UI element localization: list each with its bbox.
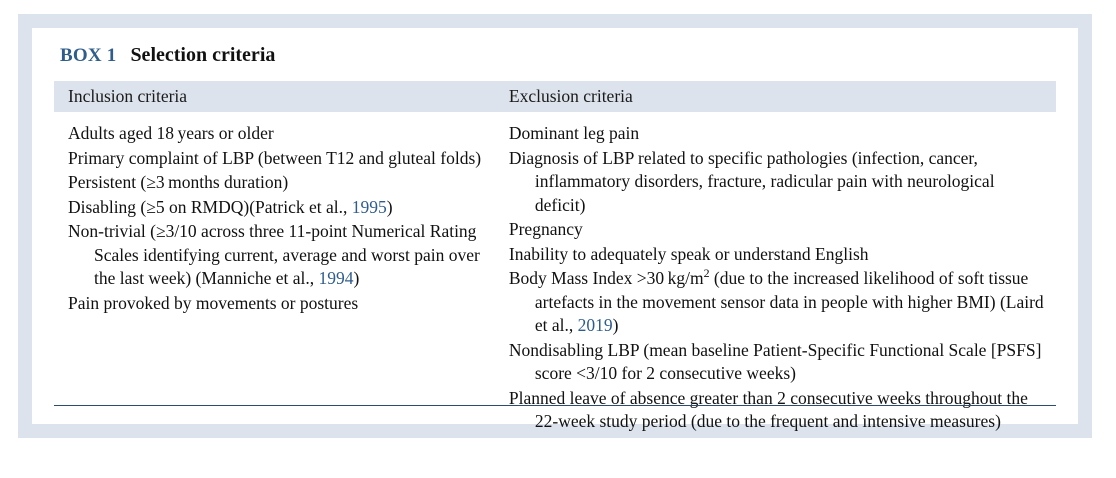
inclusion-column (54, 122, 495, 435)
list-item: Diagnosis of LBP related to specific pathologies (infection, cancer, inflammatory disorders, fracture, radicular pain with neurological deficit) (508, 147, 995, 215)
criteria-header-row (54, 81, 1056, 112)
box-label: BOX 1 (60, 45, 117, 66)
criteria-body (54, 122, 1056, 435)
citation-year: 1995 (351, 196, 387, 217)
citation-year: 1994 (318, 268, 354, 289)
column-header-inclusion: Inclusion criteria (68, 86, 188, 106)
box-heading (54, 44, 1056, 67)
bottom-rule (54, 405, 1056, 406)
exclusion-column (495, 122, 1056, 435)
column-header-exclusion: Exclusion criteria (508, 86, 633, 106)
list-item: Non-trivial (≥3/10 across three 11-point Numerical Rating Scales identifying current, average and worst pain over the last week) (Manniche et al., 1994) (68, 221, 480, 289)
list-item: Persistent (≥3 months duration) (68, 172, 289, 193)
list-item: Disabling (≥5 on RMDQ)(Patrick et al., 1995) (68, 196, 393, 217)
box-frame (18, 14, 1092, 438)
citation-year: 2019 (577, 315, 613, 336)
list-item: Adults aged 18 years or older (68, 123, 274, 143)
list-item: Dominant leg pain (508, 123, 640, 143)
list-item: Body Mass Index >30 $kg/m^2$ (due to the increased likelihood of soft tissue artefacts in the movement sensor data in people with higher BMI) (Laird et al., 2019) (508, 266, 1044, 336)
list-item: Inability to adequately speak or understand English (508, 243, 869, 264)
list-item: Primary complaint of LBP (between T12 and gluteal folds) (68, 147, 482, 168)
list-item: Planned leave of absence greater than 2 consecutive weeks throughout the 22-week study period (due to the frequent and intensive measures) (508, 387, 1028, 432)
box-content (32, 28, 1078, 432)
exclusion-list (509, 122, 1046, 434)
box-title: Selection criteria (130, 44, 276, 66)
list-item: Pregnancy (508, 219, 583, 240)
list-item: Nondisabling LBP (mean baseline Patient-Specific Functional Scale [PSFS] score <3/10 for 2 consecutive weeks) (508, 339, 1042, 384)
list-item: Pain provoked by movements or postures (68, 292, 359, 313)
inclusion-list (68, 122, 485, 315)
